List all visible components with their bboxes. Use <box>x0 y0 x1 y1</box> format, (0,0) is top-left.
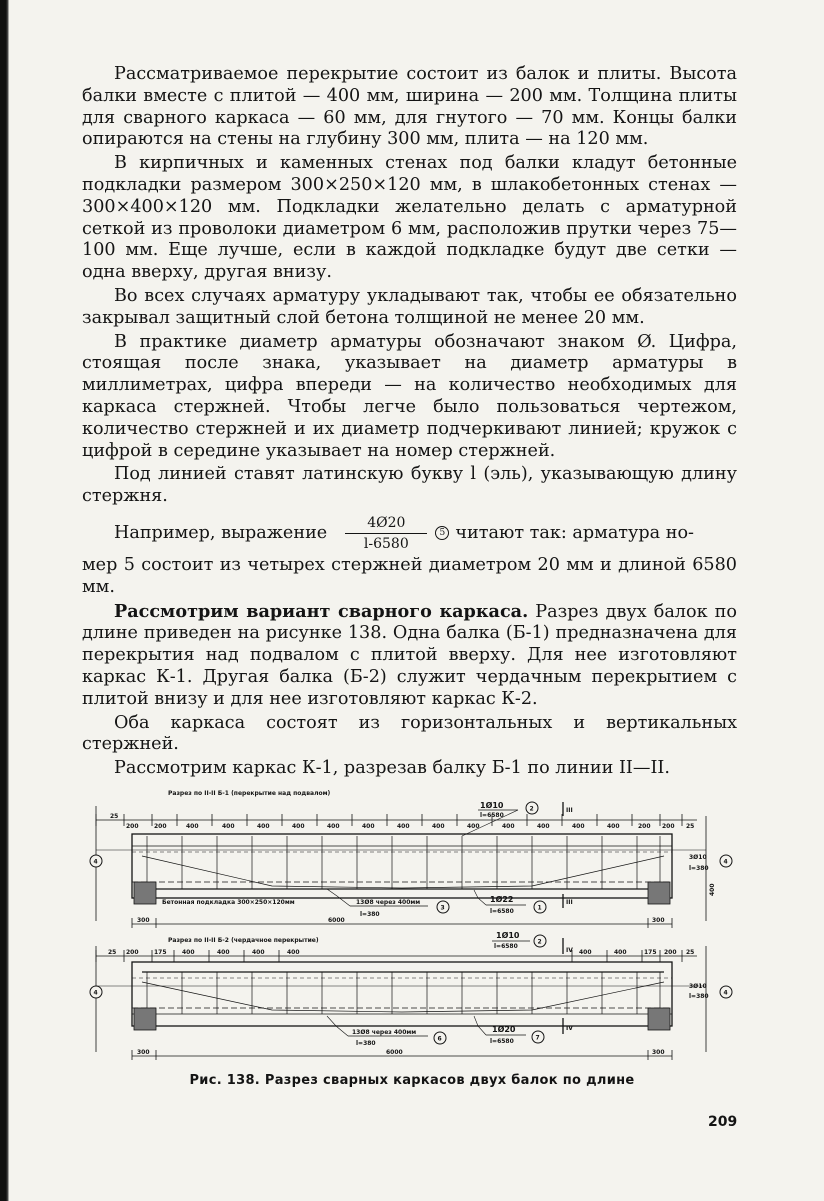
bottom-dim-8: 400 <box>614 949 627 956</box>
bottom-dim-2: 175 <box>154 949 167 956</box>
bottom-bar4-length: l=380 <box>689 993 709 1000</box>
top-dim-8: 400 <box>362 823 375 830</box>
top-height-label: 400 <box>709 883 716 896</box>
top-bar3-label: 13Ø8 через 400мм <box>356 899 421 906</box>
bottom-marker-6: 6 <box>437 1035 442 1043</box>
bottom-span: 6000 <box>386 1049 403 1056</box>
top-marker-3: 3 <box>440 904 445 912</box>
bottom-right-marker-4: 4 <box>723 989 728 997</box>
top-pad-label: Бетонная подкладка 300×250×120мм <box>162 899 295 906</box>
formula-line <box>82 514 737 553</box>
bottom-support-left: 300 <box>137 1049 150 1056</box>
top-bar4-label: 3Ø10 <box>689 854 707 861</box>
top-bar4-length: l=380 <box>689 865 709 872</box>
top-marker-2: 2 <box>529 805 534 813</box>
bottom-bar3-label: 13Ø8 через 400мм <box>352 1029 417 1036</box>
bottom-bar2-length: l=6580 <box>490 1038 514 1045</box>
formula-denominator: l-6580 <box>363 535 409 552</box>
bottom-support-right: 300 <box>652 1049 665 1056</box>
top-dim-0: 25 <box>110 813 119 820</box>
top-dim-10: 400 <box>432 823 445 830</box>
bottom-bar1-length: l=6580 <box>494 943 518 950</box>
top-dim-15: 400 <box>607 823 620 830</box>
figure-caption: Рис. 138. Разрез сварных каркасов двух балок по длине <box>189 1073 635 1088</box>
bottom-bar1-label: 1Ø10 <box>496 931 520 940</box>
top-dim-18: 25 <box>686 823 695 830</box>
top-support-right: 300 <box>652 917 665 924</box>
bold-lead-rest: Разрез двух балок по длине приведен на рисунке 138. Одна балка (Б-1) предназначена для перекрытия над подвалом с плитой вверху. Для нее изготовляют каркас К-1. Другая балка (Б-2) служит чердачным перекрытием с плитой внизу и для нее изготовляют каркас К-2. <box>82 601 737 709</box>
top-dim-3: 400 <box>186 823 199 830</box>
bottom-bar4-label: 3Ø10 <box>689 983 707 990</box>
paragraph-5: Под линией ставят латинскую букву l (эль), указывающую длину стержня. <box>82 464 737 507</box>
formula-numerator: 4Ø20 <box>345 514 427 534</box>
bottom-dim-0: 25 <box>108 949 117 956</box>
page-number: 209 <box>708 1114 738 1130</box>
bottom-dim-3: 400 <box>182 949 195 956</box>
paragraph-after-1: Оба каркаса состоят из горизонтальных и вертикальных стержней. <box>82 712 737 755</box>
top-bar2-label: 1Ø22 <box>490 895 514 904</box>
top-dim-14: 400 <box>572 823 585 830</box>
top-span: 6000 <box>328 917 345 924</box>
bottom-bar2-label: 1Ø20 <box>492 1025 516 1034</box>
paragraph-1: Рассматриваемое перекрытие состоит из балок и плиты. Высота балки вместе с плитой — 400 мм, ширина — 200 мм. Толщина плиты для сварного каркаса — 60 мм, для гнутого — 70 мм. Концы балки опираются на стены на глубину 300 мм, плита — на 120 мм. <box>82 64 737 150</box>
top-bar1-label: 1Ø10 <box>480 801 504 810</box>
paragraph-4: В практике диаметр арматуры обозначают знаком Ø. Цифра, стоящая после знака, указывает на диаметр арматуры в миллиметрах, цифра впереди — на количество необходимых для каркаса стержней. Чтобы легче было пользоваться чертежом, количество стержней и их диаметр подчеркивают линией; кружок с цифрой в середине указывает на номер стержней. <box>82 331 737 461</box>
bottom-dim-11: 25 <box>686 949 695 956</box>
top-section-III: III <box>566 807 573 814</box>
top-stirrups <box>147 836 660 889</box>
formula-marker-circle: 5 <box>435 526 449 540</box>
paragraph-after-2: Рассмотрим каркас К-1, разрезав балку Б-1 по линии II—II. <box>114 758 670 779</box>
bottom-dim-10: 200 <box>664 949 677 956</box>
top-dim-6: 400 <box>292 823 305 830</box>
body-text <box>82 64 737 780</box>
beam-sections-figure <box>82 786 742 1068</box>
top-dim-12: 400 <box>502 823 515 830</box>
top-dim-4: 400 <box>222 823 235 830</box>
top-dim-16: 200 <box>638 823 651 830</box>
bottom-dim-5: 400 <box>252 949 265 956</box>
paragraph-bold-lead <box>82 601 737 711</box>
bottom-dim-1: 200 <box>126 949 139 956</box>
top-dim-7: 400 <box>327 823 340 830</box>
bottom-section-IV-lower: IV <box>566 1025 573 1032</box>
formula-tail: читают так: арматура но- <box>455 522 695 543</box>
bottom-left-marker-4: 4 <box>93 989 98 997</box>
top-section-III-lower: III <box>566 899 573 906</box>
bottom-section-title: Разрез по II-II Б-2 (чердачное перекрытие) <box>168 937 319 944</box>
formula-lead: Например, выражение <box>114 522 328 543</box>
top-marker-1: 1 <box>537 904 542 912</box>
top-dim-1: 200 <box>126 823 139 830</box>
top-left-pad <box>134 882 156 904</box>
paragraph-2: В кирпичных и каменных стенах под балки кладут бетонные подкладки размером 300×250×120 мм, в шлакобетонных стенах — 300×400×120 мм. Подкладки желательно делать с арматурной сеткой из проволоки диаметром 6 мм, расположив прутки через 75—100 мм. Еще лучше, если в каждой подкладке будут две сетки — одна вверху, другая внизу. <box>82 153 737 283</box>
bottom-dim-6: 400 <box>287 949 300 956</box>
bottom-marker-2: 2 <box>537 938 542 946</box>
top-dim-9: 400 <box>397 823 410 830</box>
bottom-bar3-length: l=380 <box>356 1040 376 1047</box>
top-bar3-length: l=380 <box>360 911 380 918</box>
bottom-left-pad <box>134 1008 156 1030</box>
formula-continuation: мер 5 состоит из четырех стержней диаметром 20 мм и длиной 6580 мм. <box>82 554 737 597</box>
formula-fraction <box>345 514 427 553</box>
top-left-marker-4: 4 <box>93 858 98 866</box>
bold-lead-text: Рассмотрим вариант сварного каркаса. <box>114 600 529 622</box>
top-dim-11: 400 <box>467 823 480 830</box>
bottom-section-IV: IV <box>566 947 573 954</box>
top-dim-17: 200 <box>662 823 675 830</box>
top-dim-13: 400 <box>537 823 550 830</box>
top-right-marker-4: 4 <box>723 858 728 866</box>
top-support-left: 300 <box>137 917 150 924</box>
bottom-dim-9: 175 <box>644 949 657 956</box>
top-right-pad <box>648 882 670 904</box>
book-binding-edge <box>0 0 9 1201</box>
top-dim-5: 400 <box>257 823 270 830</box>
top-dim-2: 200 <box>154 823 167 830</box>
paragraph-3: Во всех случаях арматуру укладывают так, чтобы ее обязательно закрывал защитный слой бетона толщиной не менее 20 мм. <box>82 285 737 328</box>
top-bar2-length: l=6580 <box>490 908 514 915</box>
top-section-title: Разрез по II-II Б-1 (перекрытие над подвалом) <box>168 790 331 797</box>
top-bar1-length: l=6580 <box>480 812 504 819</box>
bottom-right-pad <box>648 1008 670 1030</box>
bottom-marker-7: 7 <box>535 1034 540 1042</box>
bottom-dim-7: 400 <box>579 949 592 956</box>
bottom-dim-4: 400 <box>217 949 230 956</box>
